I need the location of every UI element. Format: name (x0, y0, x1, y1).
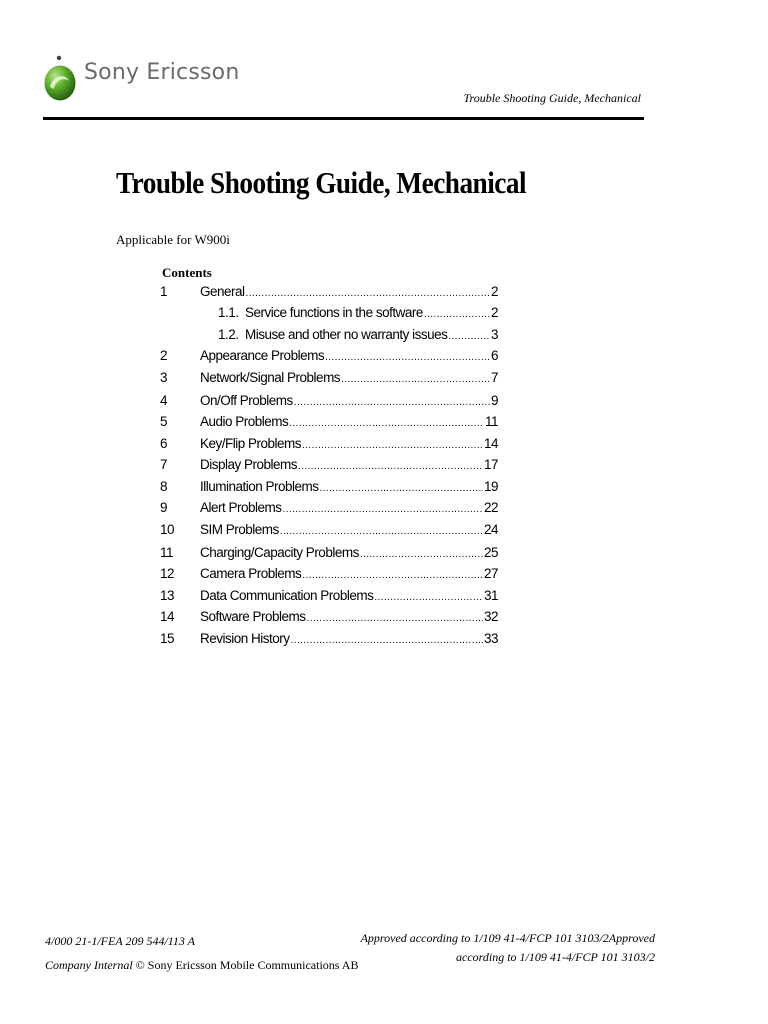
toc-number: 2 (160, 348, 168, 363)
toc-leader (280, 526, 483, 537)
toc-page: 9 (490, 393, 498, 408)
toc-page: 33 (483, 631, 498, 646)
toc-page: 32 (483, 609, 498, 624)
footer-company-line (45, 953, 358, 977)
toc-leader (374, 592, 483, 603)
toc-number: 15 (160, 631, 175, 646)
toc-number: 6 (160, 436, 168, 451)
toc-leader (360, 549, 483, 560)
toc-page: 19 (483, 479, 498, 494)
toc-leader (294, 397, 490, 408)
copyright-symbol: © (135, 958, 145, 972)
toc-leader (320, 483, 483, 494)
toc-number: 1 (160, 284, 168, 299)
toc-number: 10 (160, 522, 175, 537)
toc-label: Camera Problems (200, 566, 302, 581)
toc-page: 22 (483, 500, 498, 515)
toc-label: Alert Problems (200, 500, 282, 515)
toc-page: 24 (483, 522, 498, 537)
toc-item-charging[interactable] (160, 545, 498, 563)
toc-item-on-off[interactable] (160, 393, 498, 411)
toc-page: 31 (483, 588, 498, 603)
toc-leader (302, 440, 483, 451)
toc-item-audio[interactable] (160, 414, 498, 432)
toc-page: 2 (490, 305, 498, 320)
toc-page: 6 (490, 348, 498, 363)
toc-number: 8 (160, 479, 168, 494)
toc-label: Display Problems (200, 457, 298, 472)
toc-label: Software Problems (200, 609, 306, 624)
toc-item-revision-history[interactable] (160, 631, 498, 649)
toc-number: 13 (160, 588, 175, 603)
toc-leader (302, 570, 483, 581)
page-title: Trouble Shooting Guide, Mechanical (116, 165, 526, 200)
toc-number: 9 (160, 500, 168, 515)
toc-label: General (200, 284, 245, 299)
toc-page: 17 (483, 457, 498, 472)
toc-label: On/Off Problems (200, 393, 293, 408)
toc-number: 3 (160, 370, 168, 385)
toc-item-sim[interactable] (160, 522, 498, 540)
toc-leader (448, 331, 490, 342)
toc-label: Data Communication Problems (200, 588, 374, 603)
toc-page: 27 (483, 566, 498, 581)
toc-page: 7 (490, 370, 498, 385)
toc-item-key-flip[interactable] (160, 436, 498, 454)
toc-leader (325, 352, 490, 363)
toc-label: Service functions in the software (245, 305, 423, 320)
toc-label: Revision History (200, 631, 290, 646)
toc-leader (298, 461, 483, 472)
toc-number: 5 (160, 414, 168, 429)
toc-number: 7 (160, 457, 168, 472)
toc-item-data-communication[interactable] (160, 588, 498, 606)
toc-number: 1.1. (218, 305, 239, 320)
applicability-note: Applicable for W900i (116, 232, 230, 247)
toc-leader (289, 418, 484, 429)
toc-label: Misuse and other no warranty issues (245, 327, 448, 342)
classification-label: Company Internal (45, 958, 133, 972)
toc-item-network[interactable] (160, 370, 498, 388)
toc-item-software[interactable] (160, 609, 498, 627)
toc-page: 3 (490, 327, 498, 342)
toc-number: 4 (160, 393, 168, 408)
toc-item-misuse[interactable] (218, 327, 498, 345)
toc-label: Key/Flip Problems (200, 436, 302, 451)
toc-label: Appearance Problems (200, 348, 325, 363)
toc-leader (424, 309, 490, 320)
toc-label: Audio Problems (200, 414, 289, 429)
toc-label: SIM Problems (200, 522, 279, 537)
toc-item-camera[interactable] (160, 566, 498, 584)
toc-page: 2 (490, 284, 498, 299)
toc-item-appearance[interactable] (160, 348, 498, 366)
toc-number: 12 (160, 566, 175, 581)
toc-page: 14 (483, 436, 498, 451)
toc-item-illumination[interactable] (160, 479, 498, 497)
toc-label: Illumination Problems (200, 479, 319, 494)
toc-number: 14 (160, 609, 175, 624)
toc-label: Charging/Capacity Problems (200, 545, 359, 560)
header-document-title: Trouble Shooting Guide, Mechanical (463, 91, 641, 105)
footer-left (45, 929, 358, 977)
toc-page: 11 (484, 414, 498, 429)
approval-note: Approved according to 1/109 41-4/FCP 101 3103/2Approved according to 1/109 41-4/FCP 101 3103/2 (360, 931, 655, 964)
toc-leader (307, 613, 483, 624)
toc-number: 1.2. (218, 327, 239, 342)
toc-leader (291, 635, 483, 646)
toc-number: 11 (160, 545, 174, 560)
toc-item-display[interactable] (160, 457, 498, 475)
header-rule (43, 117, 644, 120)
toc-heading: Contents (162, 265, 212, 280)
toc-item-service-functions[interactable] (218, 305, 498, 323)
toc-item-alert[interactable] (160, 500, 498, 518)
document-number: 4/000 21-1/FEA 209 544/113 A (45, 934, 195, 948)
company-name: Sony Ericsson Mobile Communications AB (147, 958, 359, 972)
toc-label: Network/Signal Problems (200, 370, 341, 385)
brand-name: Sony Ericsson (84, 60, 240, 85)
toc-leader (246, 288, 490, 299)
toc-item-general[interactable] (160, 284, 498, 302)
toc-leader (283, 504, 483, 515)
sony-ericsson-logo (42, 47, 78, 104)
toc-page: 25 (483, 545, 498, 560)
toc-leader (341, 374, 490, 385)
